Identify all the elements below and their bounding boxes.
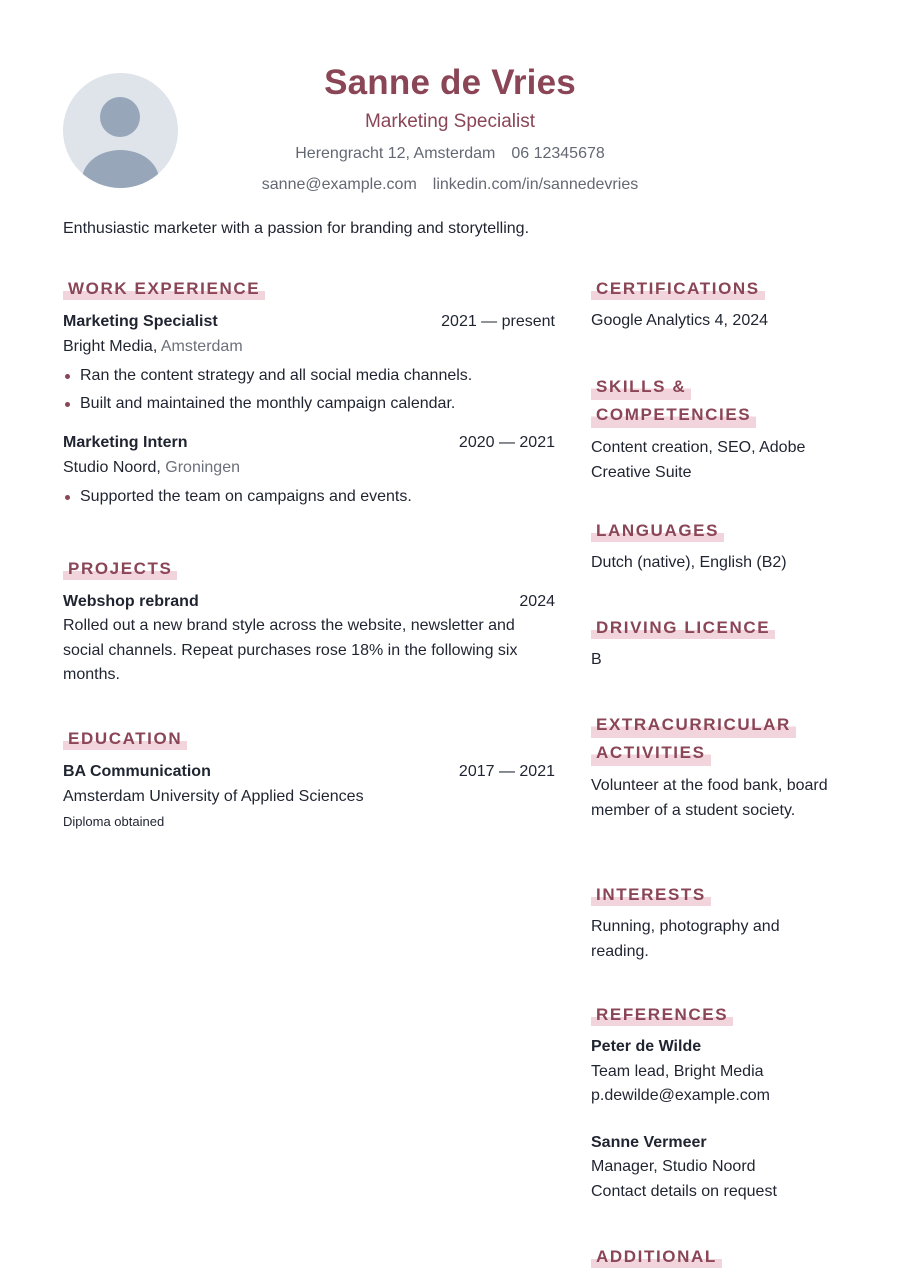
reference-entry [591, 1131, 841, 1205]
driving-licence-section [591, 617, 841, 673]
contact-line-1 [0, 144, 900, 164]
list-item: Ran the content strategy and all social media channels. [63, 366, 555, 386]
job-title: Marketing Intern [63, 434, 188, 451]
job-title: Marketing Specialist [63, 313, 218, 330]
job-entry [63, 312, 555, 414]
education-entry [63, 762, 555, 831]
job-employer: Bright Media [63, 338, 153, 355]
references-section [591, 1004, 841, 1204]
resume-header [0, 62, 900, 195]
section-heading-skills [591, 373, 841, 429]
job-bullets [63, 487, 555, 507]
section-heading-languages: LANGUAGES [591, 520, 724, 542]
education-note: Diploma obtained [63, 814, 165, 829]
heading-line: ACTIVITIES [591, 739, 711, 766]
driving-text: B [591, 651, 602, 668]
job-bullets [63, 366, 555, 414]
certifications-section [591, 278, 841, 334]
education-section [63, 728, 555, 831]
candidate-title: Marketing Specialist [364, 111, 536, 132]
extracurricular-section [591, 711, 841, 823]
job-employer-line: Studio Noord, Groningen [63, 459, 240, 476]
certifications-text: Google Analytics 4, 2024 [591, 312, 769, 329]
section-heading-projects: PROJECTS [63, 558, 177, 580]
job-location: Amsterdam [160, 338, 243, 355]
section-heading-extracurricular [591, 711, 841, 767]
section-heading-driving: DRIVING LICENCE [591, 617, 775, 639]
section-heading-references: REFERENCES [591, 1004, 733, 1026]
interests-section [591, 884, 841, 964]
skills-section [591, 373, 841, 485]
job-dates: 2020 — 2021 [458, 434, 555, 451]
projects-section [63, 558, 555, 688]
reference-role: Team lead, Bright Media [591, 1062, 764, 1080]
languages-section [591, 520, 841, 576]
job-employer: Studio Noord [63, 459, 157, 476]
address: Herengracht 12, Amsterdam [295, 145, 496, 162]
interests-text: Running, photography and reading. [591, 918, 780, 960]
phone: 06 12345678 [511, 145, 605, 162]
summary: Enthusiastic marketer with a passion for branding and storytelling. [63, 220, 530, 237]
linkedin: linkedin.com/in/sannedevries [432, 176, 639, 193]
section-heading-certifications: CERTIFICATIONS [591, 278, 765, 300]
section-heading-education: EDUCATION [63, 728, 187, 750]
reference-name: Peter de Wilde [591, 1038, 702, 1055]
section-heading-work: WORK EXPERIENCE [63, 278, 265, 300]
reference-contact: p.dewilde@example.com [591, 1087, 770, 1104]
heading-line: SKILLS & [591, 373, 691, 400]
degree: BA Communication [63, 763, 211, 780]
extracurricular-text: Volunteer at the food bank, board member of a student society. [591, 777, 828, 819]
project-year: 2024 [519, 593, 555, 610]
project-entry [63, 592, 555, 688]
reference-name: Sanne Vermeer [591, 1133, 707, 1151]
candidate-name: Sanne de Vries [324, 63, 576, 102]
project-description: Rolled out a new brand style across the website, newsletter and social channels. Repeat purchases rose 18% in the following six months. [63, 617, 518, 683]
section-heading-interests: INTERESTS [591, 884, 711, 906]
reference-entry [591, 1035, 841, 1109]
email: sanne@example.com [261, 176, 417, 193]
job-dates: 2021 — present [441, 313, 555, 330]
reference-contact: Contact details on request [591, 1182, 777, 1200]
list-item: Built and maintained the monthly campaign calendar. [63, 394, 555, 414]
job-entry [63, 433, 555, 507]
school: Amsterdam University of Applied Sciences [63, 788, 364, 805]
project-title: Webshop rebrand [63, 593, 199, 610]
list-item: Supported the team on campaigns and events. [63, 487, 555, 507]
languages-text: Dutch (native), English (B2) [591, 554, 787, 571]
job-location: Groningen [165, 459, 240, 476]
job-employer-line: Bright Media, Amsterdam [63, 338, 243, 355]
reference-role: Manager, Studio Noord [591, 1158, 756, 1175]
education-dates: 2017 — 2021 [458, 763, 555, 780]
heading-line: COMPETENCIES [591, 401, 756, 428]
contact-line-2 [0, 175, 900, 195]
additional-section [591, 1246, 841, 1268]
section-heading-additional: ADDITIONAL [591, 1246, 722, 1268]
heading-line: EXTRACURRICULAR [591, 711, 796, 738]
work-experience-section [63, 278, 555, 515]
skills-text: Content creation, SEO, Adobe Creative Suite [591, 439, 806, 481]
